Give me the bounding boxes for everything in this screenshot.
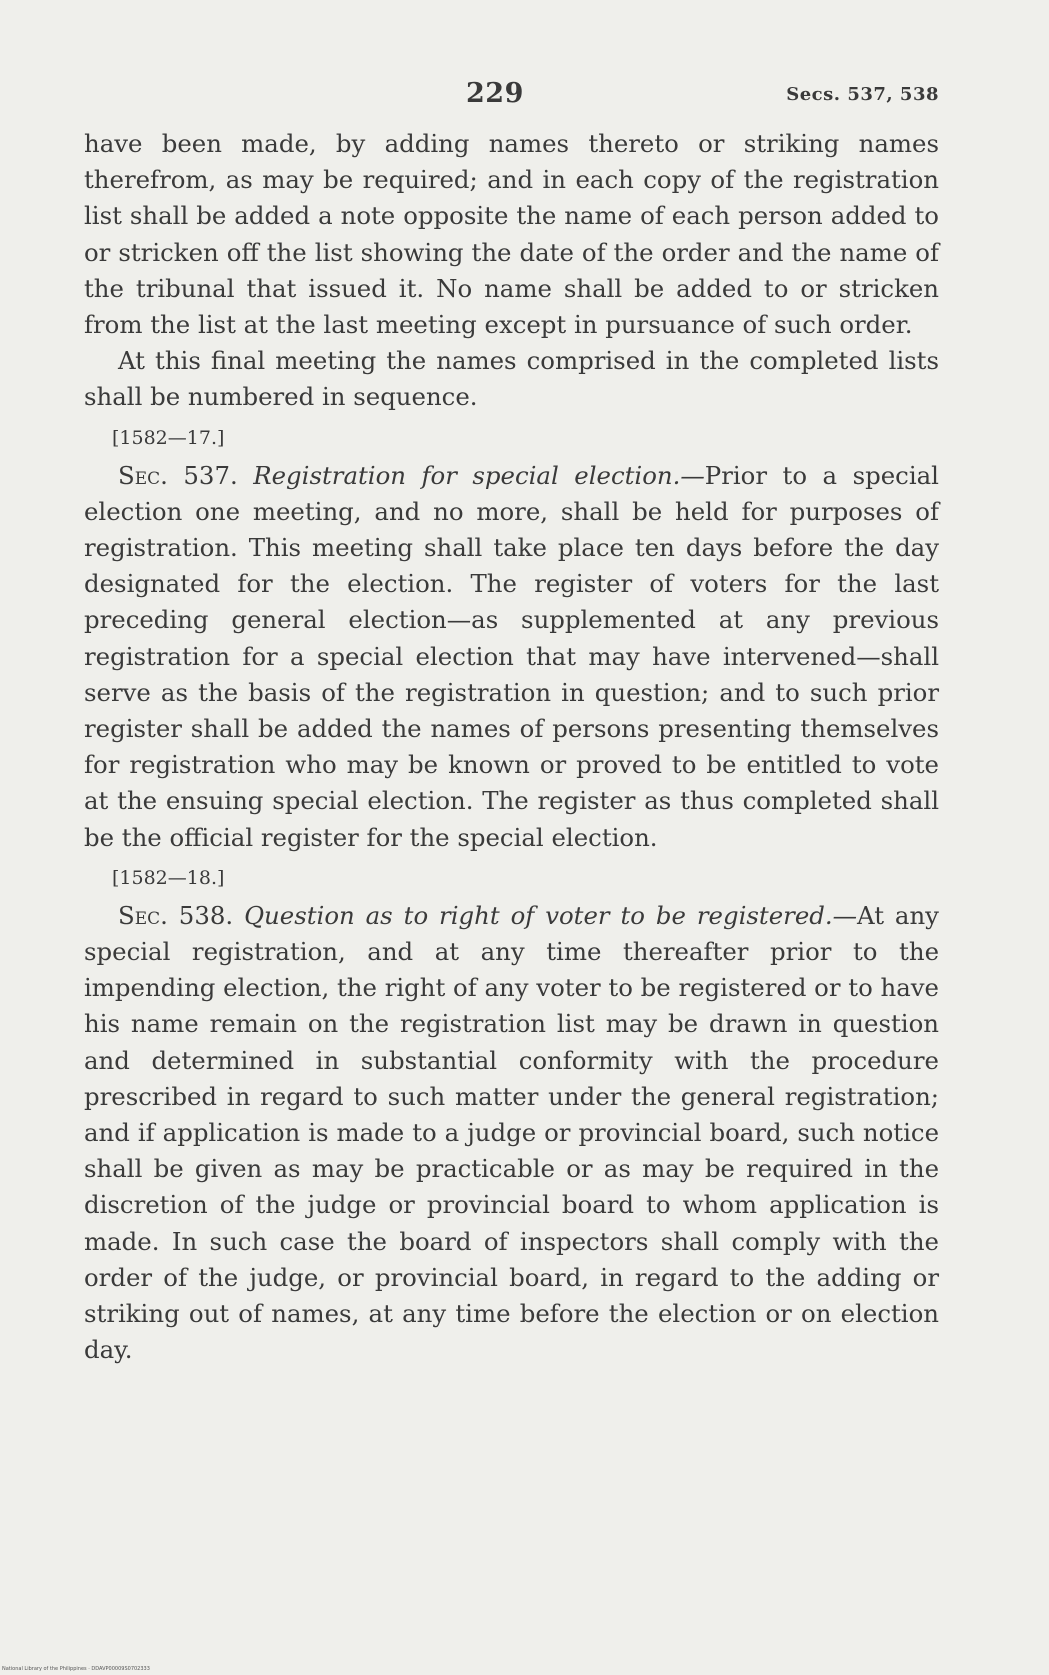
section-537 [84, 458, 939, 856]
section-537-label: Sec. 537. [118, 460, 238, 490]
scan-footer: National Library of the Philippines · DDAVP00009S0702333 [2, 1666, 150, 1672]
section-537-text: Prior to a special election one meeting, and no more, shall be held for purposes of registration. This meeting shall take place ten days before the day designated for the election. The register of voters for the last preceding general election—as supplemented at any previous registration for a special election that may have intervened—shall serve as the basis of the registration in question; and to such prior register shall be added the names of persons presenting themselves for registration who may be known or proved to be entitled to vote at the ensuing special election. The register as thus completed shall be the official register for the special election. [84, 460, 939, 852]
section-538-text: At any special registration, and at any time thereafter prior to the impending election, the right of any voter to be registered or to have his name remain on the registration list may be drawn in question and determined in substantial conformity with the procedure prescribed in regard to such matter under the general registration; and if application is made to a judge or provincial board, such notice shall be given as may be practicable or as may be required in the discretion of the judge or provincial board to whom application is made. In such case the board of inspectors shall comply with the order of the judge, or provincial board, in regard to the adding or striking out of names, at any time before the election or on election day. [84, 900, 939, 1365]
page-header [84, 76, 939, 126]
section-538-label: Sec. 538. [118, 900, 234, 930]
section-537-title: Registration for special election.— [253, 460, 705, 490]
section-538-title: Question as to right of voter to be registered.— [244, 900, 858, 930]
document-page [84, 76, 939, 1576]
section-538 [84, 898, 939, 1369]
paragraph-final-meeting: At this final meeting the names comprised in the completed lists shall be numbered in sequence. [84, 346, 939, 412]
citation-1582-17: [1582—17.] [112, 426, 225, 449]
citation-1582-18: [1582—18.] [112, 866, 225, 889]
paragraph-continued: have been made, by adding names thereto or striking names therefrom, as may be required; and in each copy of the registration list shall be added a note opposite the name of each person added to or stricken off the list showing the date of the order and the name of the tribunal that issued it. No name shall be added to or stricken from the list at the last meeting except in pursuance of such order. [84, 129, 939, 340]
body-text [84, 126, 939, 1369]
page-number: 229 [466, 78, 524, 109]
running-head: Secs. 537, 538 [786, 84, 939, 105]
